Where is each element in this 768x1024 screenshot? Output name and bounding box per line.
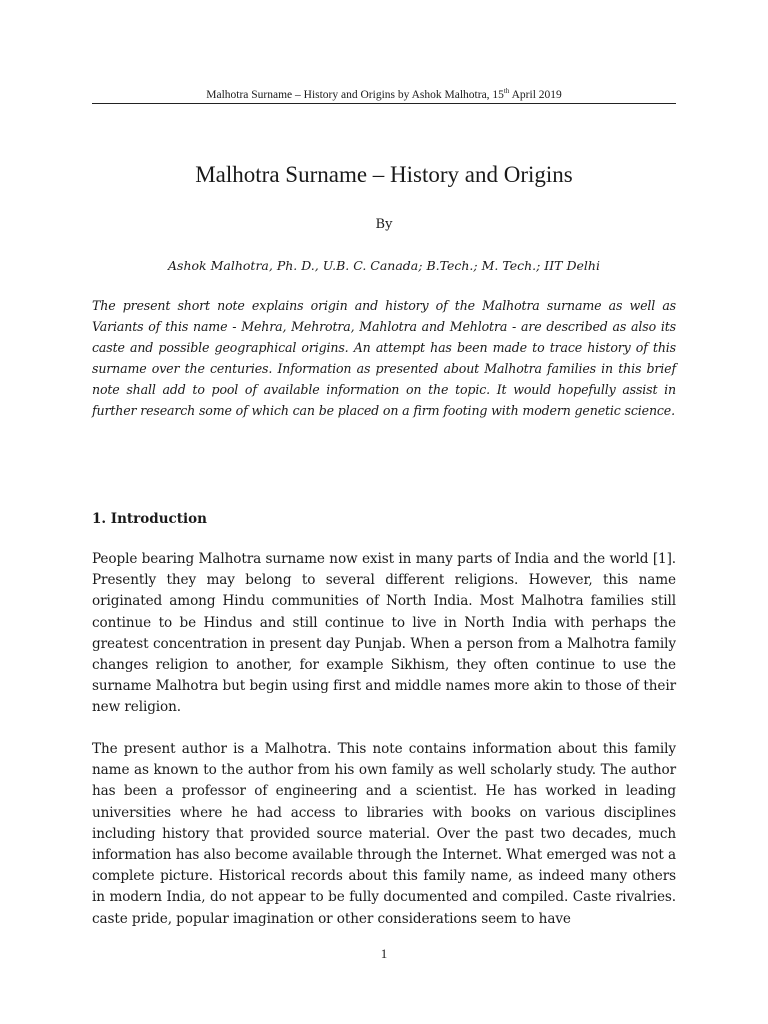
abstract: The present short note explains origin and history of the Malhotra surname as well as Variants of this name - Mehra, Mehrotra, Mahlotra and Mehlotra - are described as also its caste and possible geographical origins. An attempt has been made to trace history of this surname over the centuries. Information as presented about Malhotra families in this brief note shall add to pool of available information on the topic. It would hopefully assist in further research some of which can be placed on a firm footing with modern genetic science.	[92, 298, 676, 418]
running-header-title: Malhotra Surname – History and Origins by Ashok Malhotra, 15	[206, 89, 504, 101]
page-number: 1	[380, 946, 388, 961]
page-title: Malhotra Surname – History and Origins	[195, 162, 573, 187]
header-rule	[92, 103, 676, 104]
body-paragraph: The present author is a Malhotra. This note contains information about this family name as known to the author from his own family as well scholarly study. The author has been a professor of engineering and a scientist. He has worked in leading universities where he had access to libraries with books on various disciplines including history that provided source material. Over the past two decades, much information has also become available through the Internet. What emerged was not a complete picture. Historical records about this family name, as indeed many others in modern India, do not appear to be fully documented and compiled. Caste rivalries. caste pride, popular imagination or other considerations seem to have	[92, 741, 676, 927]
running-header	[92, 88, 676, 102]
body-paragraph: People bearing Malhotra surname now exist in many parts of India and the world [1]. Presently they may belong to several different religions. However, this name originated among Hindu communities of North India. Most Malhotra families still continue to be Hindus and still continue to live in North India with perhaps the greatest concentration in present day Punjab. When a person from a Malhotra family changes religion to another, for example Sikhism, they often continue to use the surname Malhotra but begin using first and middle names more akin to those of their new religion.	[92, 551, 676, 716]
running-header-date: April 2019	[509, 89, 562, 101]
author-credentials: Ashok Malhotra, Ph. D., U.B. C. Canada; B.Tech.; M. Tech.; IIT Delhi	[168, 258, 600, 273]
byline: By	[375, 217, 393, 232]
section-heading-introduction: 1. Introduction	[92, 511, 207, 527]
running-header-day-suffix: th	[503, 87, 510, 96]
